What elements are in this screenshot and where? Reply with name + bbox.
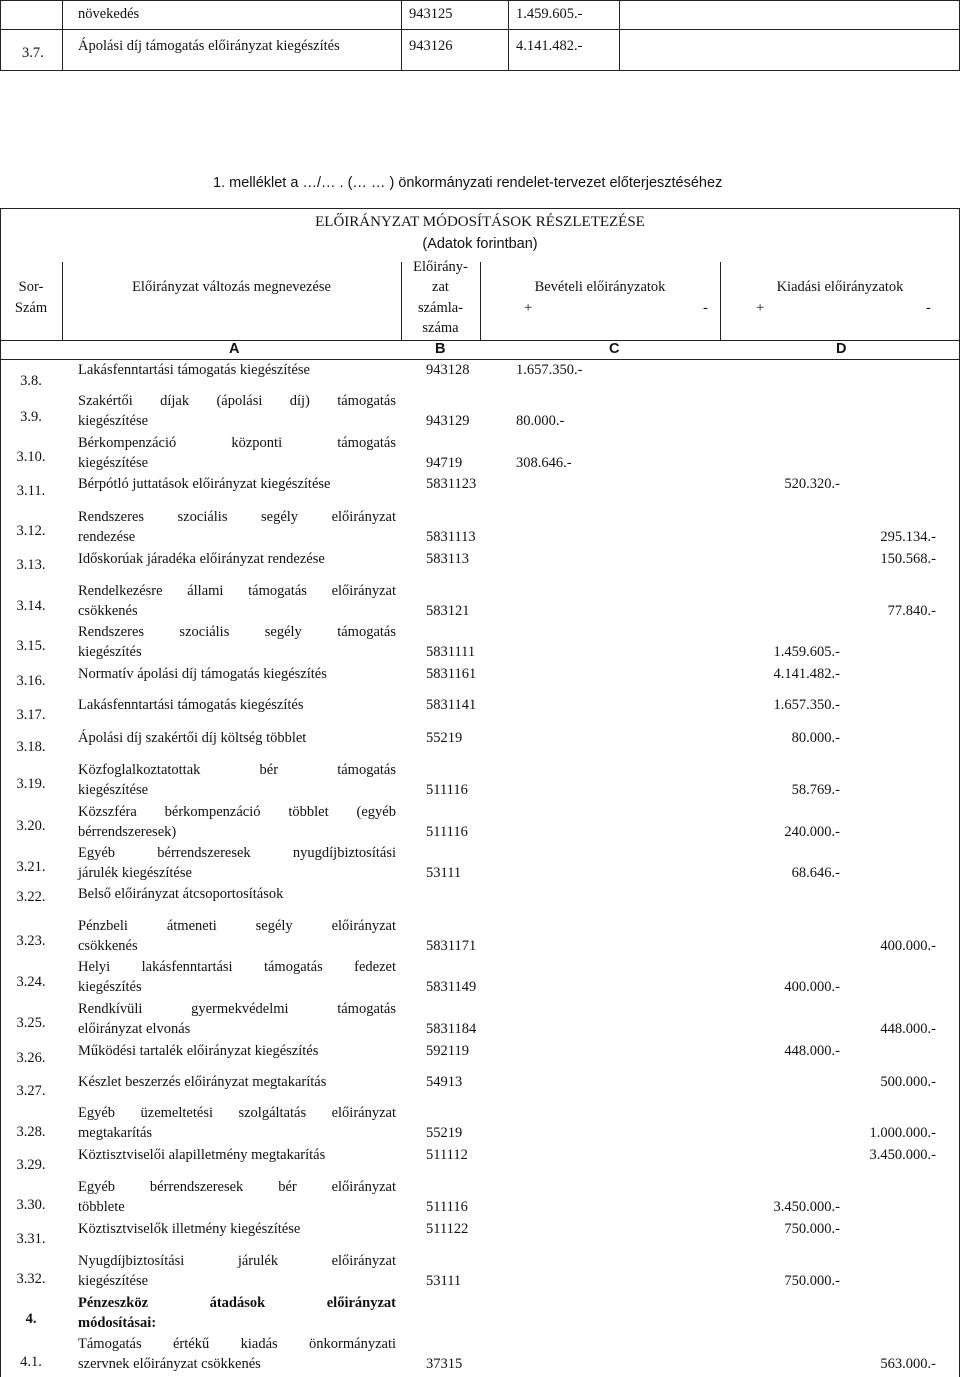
row-revenue-plus: 308.646.- xyxy=(516,455,572,471)
row-revenue-plus: 80.000.- xyxy=(516,413,565,429)
header-revenue-plus: + xyxy=(524,300,533,316)
row-expense-plus: 3.450.000.- xyxy=(773,1199,840,1215)
row-description: szervnek előirányzat csökkenés xyxy=(78,1356,261,1372)
row-number: 3.10. xyxy=(16,449,46,465)
row-description: Belső előirányzat átcsoportosítások xyxy=(78,886,284,902)
row-account: 511122 xyxy=(426,1221,469,1237)
row-description: rendezése xyxy=(78,529,136,545)
row-description: Normatív ápolási díj támogatás kiegészítés xyxy=(78,666,327,682)
rule xyxy=(619,0,620,70)
row-account: 5831149 xyxy=(426,979,477,995)
column-letter-a: A xyxy=(229,341,240,357)
row-number: 3.22. xyxy=(16,889,46,905)
row-number: 3.27. xyxy=(16,1083,46,1099)
row-account: 55219 xyxy=(426,1125,463,1141)
row-account: 511112 xyxy=(426,1147,468,1163)
row-account: 943128 xyxy=(426,362,470,378)
header-account-2: zat xyxy=(432,279,449,295)
rule xyxy=(0,29,960,30)
row-description: járulék kiegészítése xyxy=(78,865,192,881)
row-description: Pénzbeli átmeneti segély előirányzat xyxy=(78,918,396,934)
row-description: Rendelkezésre állami támogatás előirányzat xyxy=(78,583,396,599)
rule xyxy=(62,262,63,340)
rule xyxy=(508,0,509,70)
row-number: 3.9. xyxy=(20,409,42,425)
row-number: 3.14. xyxy=(16,598,46,614)
row-expense-plus: 750.000.- xyxy=(784,1273,840,1289)
row-description: Időskorúak járadéka előirányzat rendezése xyxy=(78,551,325,567)
annex-caption: 1. melléklet a …/… . (… … ) önkormányzati rendelet-tervezet előterjesztéséhez xyxy=(213,175,723,191)
header-szam: Szám xyxy=(14,300,48,316)
row-number: 3.17. xyxy=(16,707,46,723)
header-expense-plus: + xyxy=(756,300,765,316)
row-description: Egyéb bérrendszeresek bér előirányzat xyxy=(78,1179,396,1195)
row-expense-plus: 750.000.- xyxy=(784,1221,840,1237)
rule xyxy=(0,340,960,341)
row-expense-plus: 1.657.350.- xyxy=(773,697,840,713)
row-account: 94719 xyxy=(426,455,463,471)
row-description: Helyi lakásfenntartási támogatás fedezet xyxy=(78,959,396,975)
table-title: ELŐIRÁNYZAT MÓDOSÍTÁSOK RÉSZLETEZÉSE xyxy=(315,214,645,230)
row-account: 53111 xyxy=(426,865,462,881)
row-account: 53111 xyxy=(426,1273,462,1289)
row-expense-minus: 150.568.- xyxy=(880,551,936,567)
row-description: csökkenés xyxy=(78,938,138,954)
row-expense-plus: 68.646.- xyxy=(791,865,840,881)
row-description: Lakásfenntartási támogatás kiegészítés xyxy=(78,697,304,713)
row-expense-minus: 77.840.- xyxy=(887,603,936,619)
row-account: 511116 xyxy=(426,824,468,840)
row-description: Készlet beszerzés előirányzat megtakarítás xyxy=(78,1074,327,1090)
row-account: 5831184 xyxy=(426,1021,477,1037)
row-description: Rendszeres szociális segély támogatás xyxy=(78,624,396,640)
row-number: 4. xyxy=(25,1311,37,1327)
row-amount: 4.141.482.- xyxy=(516,38,583,54)
row-number: 3.21. xyxy=(16,859,46,875)
row-expense-minus: 1.000.000.- xyxy=(869,1125,936,1141)
row-account: 5831141 xyxy=(426,697,477,713)
row-number: 3.26. xyxy=(16,1050,46,1066)
row-number: 3.32. xyxy=(16,1271,46,1287)
row-expense-minus: 500.000.- xyxy=(880,1074,936,1090)
row-number: 3.23. xyxy=(16,933,46,949)
row-number: 3.7. xyxy=(22,45,44,61)
row-number: 3.24. xyxy=(16,974,46,990)
row-number: 3.18. xyxy=(16,739,46,755)
row-expense-minus: 3.450.000.- xyxy=(869,1147,936,1163)
header-expense-minus: - xyxy=(926,300,931,316)
column-letter-b: B xyxy=(435,341,446,357)
rule xyxy=(0,0,960,1)
row-number: 3.11. xyxy=(16,483,46,499)
row-account: 55219 xyxy=(426,730,463,746)
row-account: 511116 xyxy=(426,1199,468,1215)
row-account: 511116 xyxy=(426,782,468,798)
row-description: Lakásfenntartási támogatás kiegészítése xyxy=(78,362,310,378)
row-account: 583113 xyxy=(426,551,469,567)
header-revenue-minus: - xyxy=(703,300,708,316)
row-number: 3.25. xyxy=(16,1015,46,1031)
row-number: 4.1. xyxy=(20,1354,42,1370)
row-description: Nyugdíjbiztosítási járulék előirányzat xyxy=(78,1253,396,1269)
row-description: Egyéb bérrendszeresek nyugdíjbiztosítási xyxy=(78,845,396,861)
row-number: 3.31. xyxy=(16,1231,46,1247)
row-description: kiegészítése xyxy=(78,455,149,471)
row-account: 5831161 xyxy=(426,666,477,682)
row-account: 37315 xyxy=(426,1356,463,1372)
row-expense-plus: 520.320.- xyxy=(784,476,840,492)
rule xyxy=(0,208,960,209)
row-description: Bérkompenzáció központi támogatás xyxy=(78,435,396,451)
rule xyxy=(720,262,721,340)
row-number: 3.15. xyxy=(16,638,46,654)
rule xyxy=(0,0,1,70)
row-number: 3.19. xyxy=(16,776,46,792)
rule xyxy=(0,70,960,71)
row-account: 5831123 xyxy=(426,476,477,492)
row-account: 943129 xyxy=(426,413,470,429)
row-description: megtakarítás xyxy=(78,1125,153,1141)
table-subtitle: (Adatok forintban) xyxy=(422,236,538,252)
row-description: Köztisztviselők illetmény kiegészítése xyxy=(78,1221,301,1237)
row-expense-plus: 1.459.605.- xyxy=(773,644,840,660)
row-expense-plus: 80.000.- xyxy=(791,730,840,746)
row-description: csökkenés xyxy=(78,603,138,619)
header-account-1: Előirány- xyxy=(413,259,468,275)
row-expense-plus: 4.141.482.- xyxy=(773,666,840,682)
row-number: 3.29. xyxy=(16,1157,46,1173)
row-account: 54913 xyxy=(426,1074,463,1090)
header-sor: Sor- xyxy=(18,279,44,295)
row-number: 3.28. xyxy=(16,1124,46,1140)
row-description: Működési tartalék előirányzat kiegészítés xyxy=(78,1043,319,1059)
row-description: kiegészítése xyxy=(78,1273,149,1289)
header-account-3: számla- xyxy=(417,300,464,316)
rule xyxy=(401,0,402,70)
row-description: Rendkívüli gyermekvédelmi támogatás xyxy=(78,1001,396,1017)
row-description: Szakértői díjak (ápolási díj) támogatás xyxy=(78,393,396,409)
row-number: 3.13. xyxy=(16,557,46,573)
row-account: 583121 xyxy=(426,603,470,619)
row-expense-plus: 58.769.- xyxy=(791,782,840,798)
row-account: 943125 xyxy=(409,6,453,22)
row-description: kiegészítése xyxy=(78,782,149,798)
rule xyxy=(62,0,63,70)
row-description: előirányzat elvonás xyxy=(78,1021,191,1037)
rule xyxy=(480,262,481,340)
row-description: Pénzeszköz átadások előirányzat xyxy=(78,1295,396,1311)
header-account-4: száma xyxy=(422,320,459,336)
row-description: kiegészítés xyxy=(78,979,142,995)
row-expense-plus: 400.000.- xyxy=(784,979,840,995)
row-description: Ápolási díj szakértői díj költség többlet xyxy=(78,730,307,746)
row-account: 5831111 xyxy=(426,644,476,660)
row-account: 592119 xyxy=(426,1043,469,1059)
row-description: Közszféra bérkompenzáció többlet (egyéb xyxy=(78,804,396,820)
row-description: módosításai: xyxy=(78,1315,157,1331)
row-description: Köztisztviselői alapilletmény megtakarítás xyxy=(78,1147,326,1163)
row-account: 943126 xyxy=(409,38,453,54)
row-expense-minus: 563.000.- xyxy=(880,1356,936,1372)
row-expense-plus: 448.000.- xyxy=(784,1043,840,1059)
row-expense-minus: 448.000.- xyxy=(880,1021,936,1037)
row-description: Egyéb üzemeltetési szolgáltatás előirányzat xyxy=(78,1105,396,1121)
row-amount: 1.459.605.- xyxy=(516,6,583,22)
row-number: 3.16. xyxy=(16,673,46,689)
row-description: kiegészítés xyxy=(78,644,142,660)
row-number: 3.30. xyxy=(16,1197,46,1213)
row-description: többlete xyxy=(78,1199,125,1215)
row-description: Ápolási díj támogatás előirányzat kiegészítés xyxy=(78,38,340,54)
header-description: Előirányzat változás megnevezése xyxy=(132,279,331,295)
rule xyxy=(0,359,960,360)
row-number: 3.20. xyxy=(16,818,46,834)
row-expense-minus: 295.134.- xyxy=(880,529,936,545)
row-description: Bérpótló juttatások előirányzat kiegészítése xyxy=(78,476,331,492)
row-description: kiegészítése xyxy=(78,413,149,429)
row-number: 3.12. xyxy=(16,523,46,539)
row-account: 5831171 xyxy=(426,938,477,954)
row-account: 5831113 xyxy=(426,529,476,545)
row-expense-minus: 400.000.- xyxy=(880,938,936,954)
column-letter-c: C xyxy=(609,341,620,357)
row-description: Támogatás értékű kiadás önkormányzati xyxy=(78,1336,396,1352)
row-expense-plus: 240.000.- xyxy=(784,824,840,840)
row-description: Közfoglalkoztatottak bér támogatás xyxy=(78,762,396,778)
row-number: 3.8. xyxy=(20,373,42,389)
header-expense: Kiadási előirányzatok xyxy=(776,279,904,295)
header-revenue: Bevételi előirányzatok xyxy=(534,279,666,295)
row-description: növekedés xyxy=(78,6,140,22)
row-description: Rendszeres szociális segély előirányzat xyxy=(78,509,396,525)
row-description: bérrendszeresek) xyxy=(78,824,177,840)
column-letter-d: D xyxy=(836,341,847,357)
row-revenue-plus: 1.657.350.- xyxy=(516,362,583,378)
